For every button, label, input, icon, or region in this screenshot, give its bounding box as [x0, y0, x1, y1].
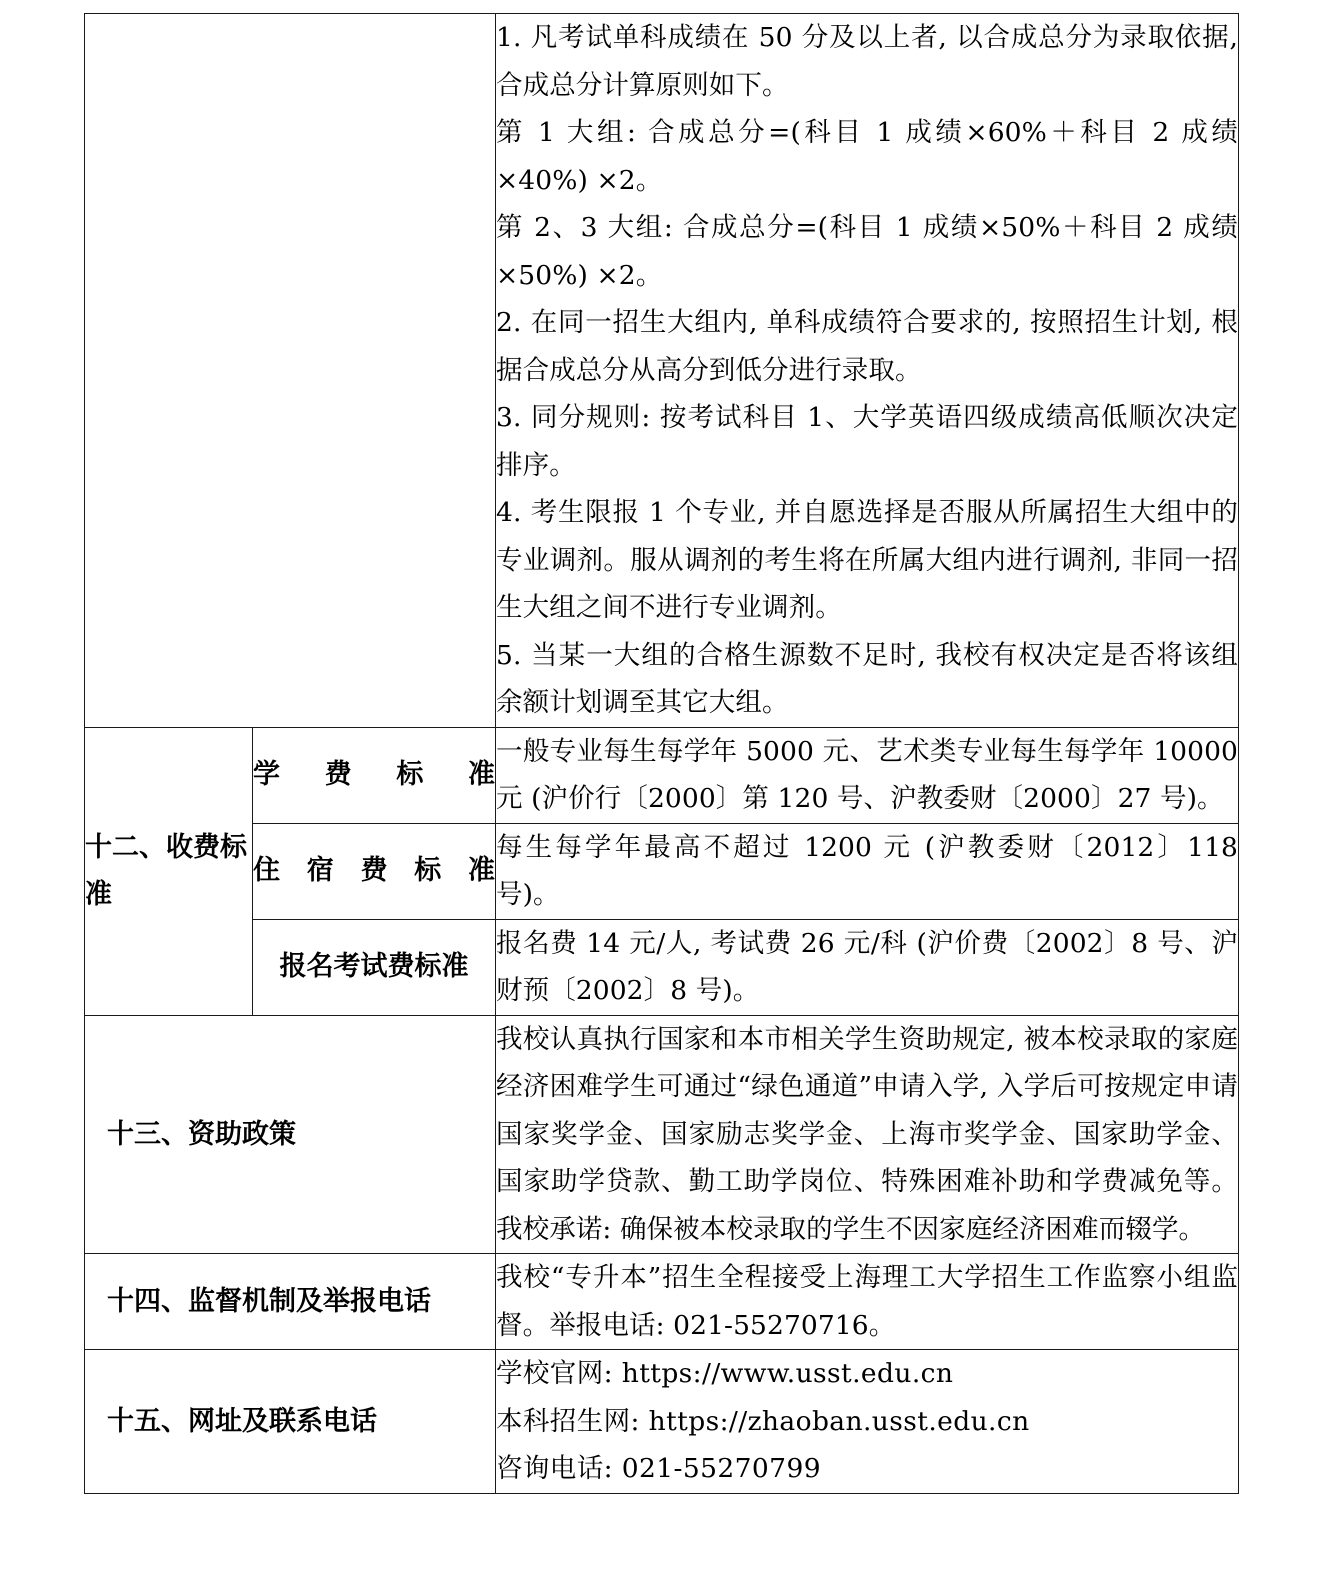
admissions-regulation-table: [84, 13, 1239, 1494]
admissions-website-line: 本科招生网: https://zhaoban.usst.edu.cn: [496, 1405, 1030, 1437]
row-label-supervision: 十四、监督机制及举报电话: [85, 1254, 496, 1350]
row-content-admission-rules: [496, 14, 1239, 728]
paragraph: 4. 考生限报 1 个专业, 并自愿选择是否服从所属招生大组中的专业调剂。服从调剂的考生将在所属大组内进行调剂, 非同一招生大组之间不进行专业调剂。: [496, 497, 1238, 623]
paragraph: 一般专业每生每学年 5000 元、艺术类专业每生每学年 10000 元 (沪价行〔2000〕第 120 号、沪教委财〔2000〕27 号)。: [496, 735, 1238, 814]
official-website-line: 学校官网: https://www.usst.edu.cn: [496, 1358, 954, 1389]
paragraph: 5. 当某一大组的合格生源数不足时, 我校有权决定是否将该组余额计划调至其它大组。: [496, 639, 1238, 718]
row-content-supervision: [496, 1254, 1239, 1350]
row-content-accommodation: [496, 823, 1239, 919]
row-content-financial-aid: [496, 1015, 1239, 1254]
paragraph: 3. 同分规则: 按考试科目 1、大学英语四级成绩高低顺次决定排序。: [496, 402, 1238, 481]
table-row: [85, 1015, 1239, 1254]
row-label-admission-rules: [85, 14, 496, 728]
paragraph: 每生每学年最高不超过 1200 元 (沪教委财〔2012〕118 号)。: [496, 831, 1238, 910]
row-sublabel-tuition: 学费标准: [253, 727, 496, 823]
row-label-financial-aid: 十三、资助政策: [85, 1015, 496, 1254]
table-row: [85, 727, 1239, 823]
paragraph: 我校“专升本”招生全程接受上海理工大学招生工作监察小组监督。举报电话: 021-55270716。: [496, 1262, 1238, 1341]
paragraph: 第 1 大组: 合成总分=(科目 1 成绩×60%＋科目 2 成绩×40%) ×2。: [496, 117, 1238, 196]
row-label-fee-standards: 十二、收费标准: [85, 727, 253, 1015]
phone-line: 咨询电话: 021-55270799: [496, 1453, 821, 1484]
row-sublabel-accommodation: 住宿费标准: [253, 823, 496, 919]
table-row: [85, 14, 1239, 728]
paragraph: 第 2、3 大组: 合成总分=(科目 1 成绩×50%＋科目 2 成绩×50%) ×2。: [496, 212, 1238, 291]
row-content-exam-fee: [496, 919, 1239, 1015]
table-row: [85, 1350, 1239, 1494]
paragraph: 1. 凡考试单科成绩在 50 分及以上者, 以合成总分为录取依据, 合成总分计算原则如下。: [496, 22, 1238, 101]
paragraph: 2. 在同一招生大组内, 单科成绩符合要求的, 按照招生计划, 根据合成总分从高分到低分进行录取。: [496, 307, 1238, 386]
row-sublabel-exam-fee: 报名考试费标准: [253, 919, 496, 1015]
row-content-tuition: [496, 727, 1239, 823]
table-row: [85, 919, 1239, 1015]
table-row: [85, 1254, 1239, 1350]
paragraph: 我校认真执行国家和本市相关学生资助规定, 被本校录取的家庭经济困难学生可通过“绿色通道”申请入学, 入学后可按规定申请国家奖学金、国家励志奖学金、上海市奖学金、国家助学金、国家助学贷款、勤工助学岗位、特殊困难补助和学费减免等。我校承诺: 确保被本校录取的学生不因家庭经济困难而辍学。: [496, 1023, 1238, 1245]
row-label-contact: 十五、网址及联系电话: [85, 1350, 496, 1494]
row-content-contact: [496, 1350, 1239, 1494]
table-row: [85, 823, 1239, 919]
paragraph: 报名费 14 元/人, 考试费 26 元/科 (沪价费〔2002〕8 号、沪财预〔2002〕8 号)。: [496, 927, 1238, 1006]
